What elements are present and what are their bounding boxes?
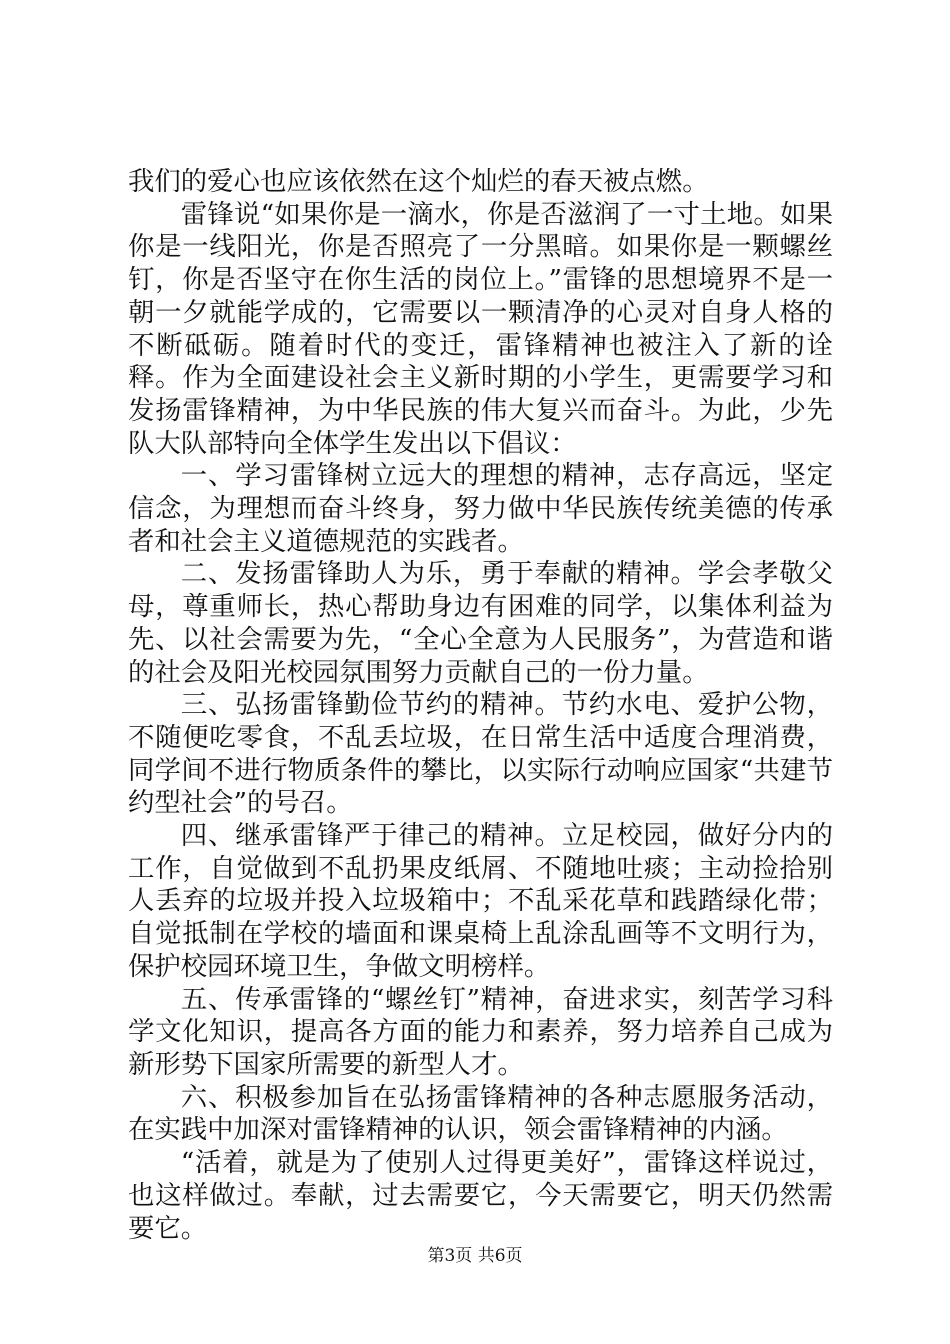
page-number-footer: 第3页 共6页 — [427, 1246, 523, 1266]
paragraph-continuation: 我们的爱心也应该依然在这个灿烂的春天被点燃。 — [128, 166, 709, 197]
paragraph-proposal-5: 五、传承雷锋的“螺丝钉”精神，奋进求实，刻苦学习科学文化知识，提高各方面的能力和素养，努力培养自己成为新形势下国家所需要的新型人才。 — [128, 983, 833, 1080]
paragraph-closing: “活着，就是为了使别人过得更美好”，雷锋这样说过，也这样做过。奉献，过去需要它，今天需要它，明天仍然需要它。 — [128, 1147, 833, 1244]
paragraph-leifeng-quote: 雷锋说“如果你是一滴水，你是否滋润了一寸土地。如果你是一线阳光，你是否照亮了一分黑暗。如果你是一颗螺丝钉，你是否坚守在你生活的岗位上。”雷锋的思想境界不是一朝一夕就能学成的，它需要以一颗清净的心灵对自身人格的不断砥砺。随着时代的变迁，雷锋精神也被注入了新的诠释。作为全面建设社会主义新时期的小学生，更需要学习和发扬雷锋精神，为中华民族的伟大复兴而奋斗。为此，少先队大队部特向全体学生发出以下倡议： — [128, 198, 833, 459]
paragraph-proposal-3: 三、弘扬雷锋勤俭节约的精神。节约水电、爱护公物，不随便吃零食，不乱丢垃圾，在日常生活中适度合理消费，同学间不进行物质条件的攀比，以实际行动响应国家“共建节约型社会”的号召。 — [128, 689, 833, 819]
paragraph-proposal-6: 六、积极参加旨在弘扬雷锋精神的各种志愿服务活动，在实践中加深对雷锋精神的认识，领会雷锋精神的内涵。 — [128, 1081, 833, 1146]
document-body — [128, 166, 833, 1245]
paragraph-proposal-4: 四、继承雷锋严于律己的精神。立足校园，做好分内的工作，自觉做到不乱扔果皮纸屑、不随地吐痰；主动捡拾别人丢弃的垃圾并投入垃圾箱中；不乱采花草和践踏绿化带；自觉抵制在学校的墙面和课桌椅上乱涂乱画等不文明行为，保护校园环境卫生，争做文明榜样。 — [128, 820, 833, 982]
paragraph-proposal-1: 一、学习雷锋树立远大的理想的精神，志存高远，坚定信念，为理想而奋斗终身，努力做中华民族传统美德的传承者和社会主义道德规范的实践者。 — [128, 460, 833, 557]
paragraph-proposal-2: 二、发扬雷锋助人为乐，勇于奉献的精神。学会孝敬父母，尊重师长，热心帮助身边有困难的同学，以集体利益为先、以社会需要为先，“全心全意为人民服务”，为营造和谐的社会及阳光校园氛围努力贡献自己的一份力量。 — [128, 558, 833, 688]
